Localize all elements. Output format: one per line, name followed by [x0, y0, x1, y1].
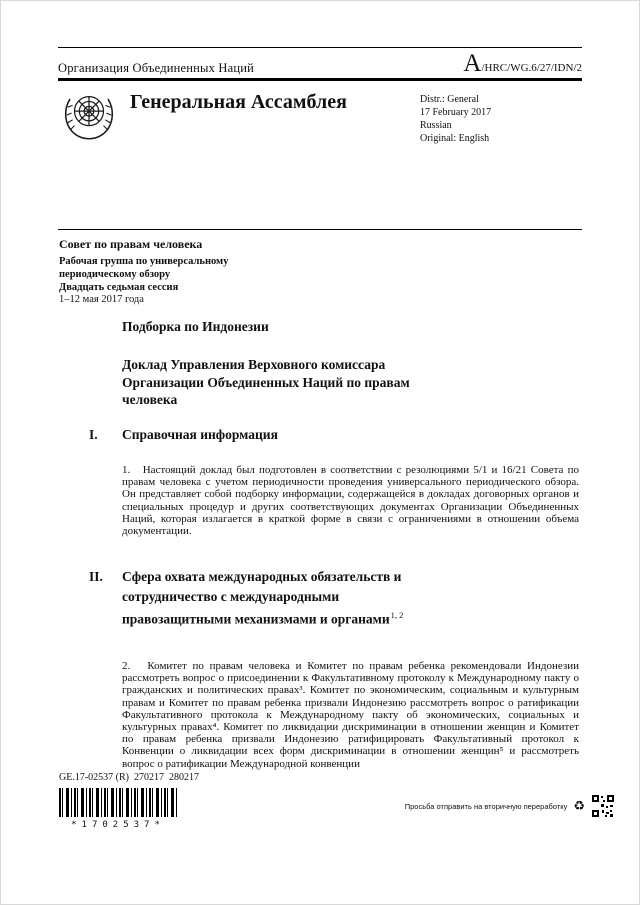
recycle-row — [405, 793, 615, 819]
footnote-ref: 1, 2 — [390, 610, 404, 620]
section-title — [122, 567, 444, 629]
barcode — [59, 788, 177, 817]
section-divider-rule — [58, 229, 582, 230]
un-emblem-icon — [60, 87, 118, 145]
paragraph: 2. Комитет по правам человека и Комитет по правам ребенка рекомендовали Индонезии рассмотреть вопрос о присоединении к Факультативному протоколу к Международному пакту о гражданских и политических правах³. Комитет по экономическим, социальным и культурным правам и Комитет по правам ребенка призвали Индонезию рассмотреть вопрос о ратификации Факультативного протокола к Международному пакту об экономических, социальных и культурных правах⁴. Комитет по ликвидации дискриминации в отношении женщин и Комитет по правам ребенка призвали Индонезию ратифицировать Факультативный протокол к Конвенции о ликвидации всех форм дискриминации в отношении женщин⁵ и рассмотреть вопрос о ратификации Международной конвенции — [122, 660, 579, 770]
section-title-text: Сфера охвата международных обязательств и сотрудничество с международными правозащитными механизмами и органами — [122, 569, 402, 627]
footer-ref: GE.17-02537 (R) 270217 280217 — [59, 772, 199, 783]
top-rule — [58, 47, 582, 48]
report-title: Подборка по Индонезии — [122, 319, 269, 334]
doc-symbol — [463, 51, 582, 76]
distr-line: Distr.: General — [420, 94, 479, 105]
qr-code-icon — [591, 794, 615, 818]
language-line: Russian — [420, 120, 452, 131]
org-name: Организация Объединенных Наций — [58, 61, 255, 75]
section-title: Справочная информация — [122, 427, 278, 442]
working-group-name: Рабочая группа по универсальному периодическому обзору — [59, 256, 229, 280]
recycle-icon: ♻ — [573, 798, 585, 814]
masthead — [58, 85, 582, 190]
section-number: I. — [89, 427, 98, 442]
section-number: II. — [89, 569, 103, 584]
doc-symbol-letter: A — [463, 50, 482, 77]
session-block — [59, 237, 294, 305]
session-number: Двадцать седьмая сессия — [59, 282, 179, 293]
distribution-block — [420, 93, 491, 145]
section-2-heading — [89, 567, 444, 629]
section-1-heading — [89, 425, 278, 445]
session-dates: 1–12 мая 2017 года — [59, 294, 144, 305]
header-thick-rule — [58, 78, 582, 81]
assembly-title: Генеральная Ассамблея — [130, 91, 347, 113]
recycle-note: Просьба отправить на вторичную переработку — [404, 801, 568, 811]
report-subtitle: Доклад Управления Верховного комиссара Организации Объединенных Наций по правам человека — [122, 357, 410, 407]
hrc-body-name: Совет по правам человека — [59, 237, 203, 251]
document-header — [58, 51, 582, 76]
date-line: 17 February 2017 — [420, 107, 492, 118]
title-block — [122, 319, 482, 409]
original-line: Original: English — [420, 133, 490, 144]
doc-symbol-suffix: /HRC/WG.6/27/IDN/2 — [481, 62, 582, 74]
paragraph: 1. Настоящий доклад был подготовлен в соответствии с резолюциями 5/1 и 16/21 Совета по правам человека с учетом периодичности проведения универсального периодического обзора. Он представляет собой подборку информации, содержащейся в докладах договорных органов и специальных процедур и других соответствующих документах Организации Объединенных Наций, которая излагается в краткой форме в связи с ограничениями в отношении объема документации. — [122, 464, 579, 538]
barcode-text: *1702537* — [71, 820, 165, 830]
